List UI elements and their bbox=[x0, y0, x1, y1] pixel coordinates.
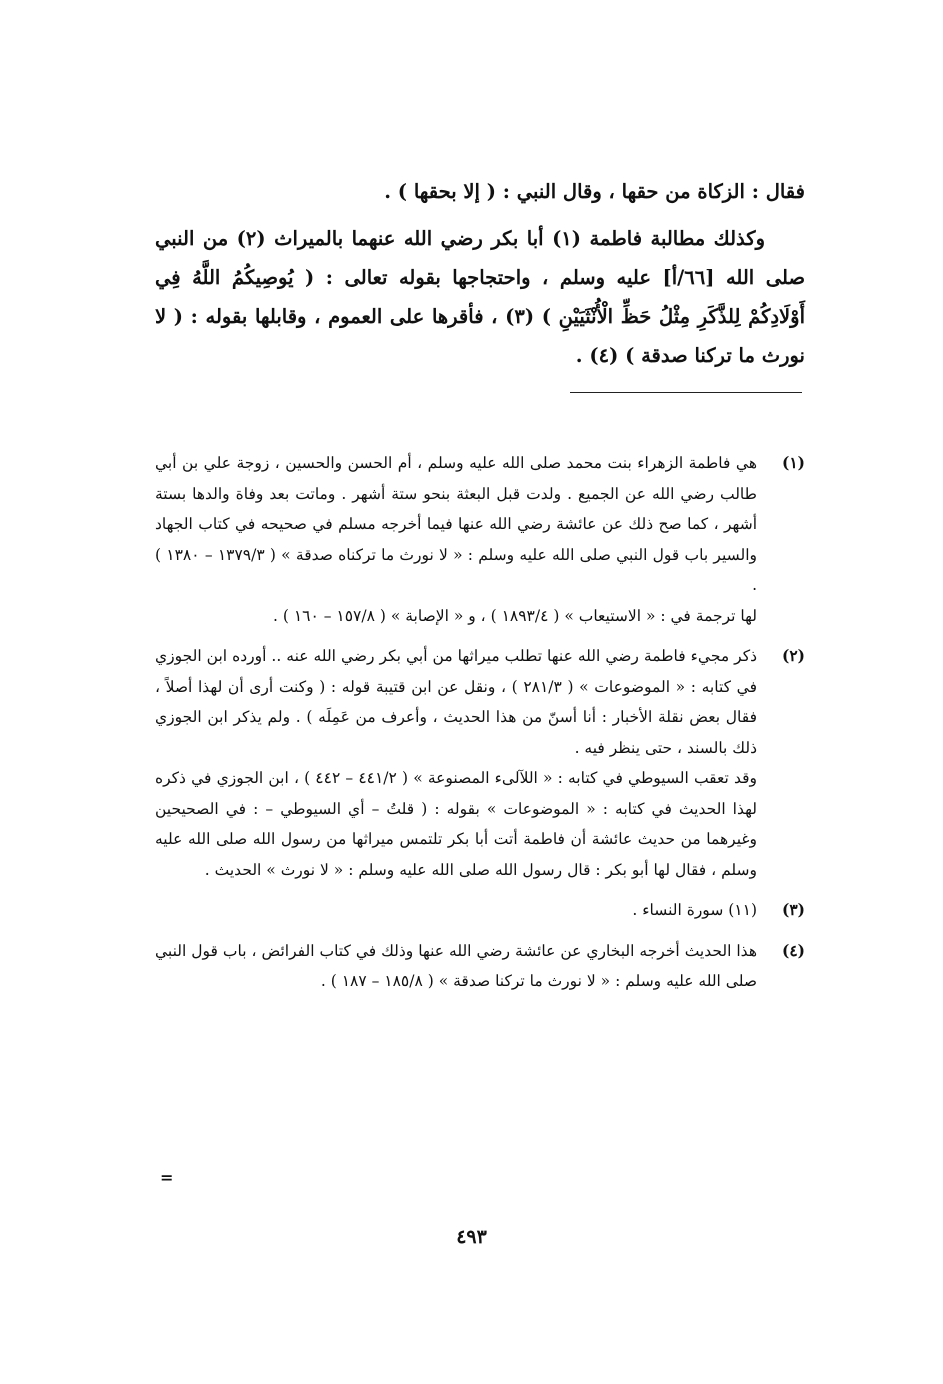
footnote-line: (١١) سورة النساء . bbox=[632, 901, 757, 919]
footnote-body bbox=[155, 895, 757, 926]
main-paragraph-1: فقال : الزكاة من حقها ، وقال النبي : ( إلا بحقها ) . bbox=[384, 180, 805, 203]
footnote-2 bbox=[155, 641, 805, 885]
footnote-body bbox=[155, 641, 757, 885]
footnote-number: (٤) bbox=[781, 940, 805, 960]
footnote-1 bbox=[155, 448, 805, 631]
footnote-line: ذكر مجيء فاطمة رضي الله عنها تطلب ميراثها من أبي بكر رضي الله عنه .. أورده ابن الجوزي في كتابه : « الموضوعات » ( ٢٨١/٣ ) ، ونقل عن ابن قتيبة قوله : ( وكنت أرى أن لهذا أصلاً ، فقال بعض نقلة الأخبار : أنا أسنّ من هذا الحديث ، وأعرف من عَمِلَه ) . ولم يذكر ابن الجوزي ذلك بالسند ، حتى ينظر فيه . bbox=[155, 647, 757, 757]
footnote-line: هي فاطمة الزهراء بنت محمد صلى الله عليه وسلم ، أم الحسن والحسين ، زوجة علي بن أبي طالب رضي الله عن الجميع . ولدت قبل البعثة بنحو ستة أشهر . وماتت بعد وفاة والدها بستة أشهر ، كما صح ذلك عن عائشة رضي الله عنها فيما أخرجه مسلم في صحيحه في كتاب الجهاد والسير باب قول النبي صلى الله عليه وسلم : « لا نورث ما تركناه صدقة » ( ١٣٧٩/٣ – ١٣٨٠ ) . bbox=[155, 454, 757, 594]
page-number: ٤٩٣ bbox=[456, 1226, 487, 1248]
footnote-number: (٣) bbox=[781, 900, 805, 919]
main-paragraph-2: وكذلك مطالبة فاطمة (١) أبا بكر رضي الله عنهما بالميراث (٢) من النبي صلى الله [٦٦/أ] عليه وسلم ، واحتجاجها بقوله تعالى : ( يُوصِيكُمُ اللَّهُ فِي أَوْلَادِكُمْ لِلذَّكَرِ مِثْلُ حَظِّ الْأُنْثَيَيْنِ ) (٣) ، فأقرها على العموم ، وقابلها بقوله : ( لا نورث ما تركنا صدقة ) (٤) . bbox=[155, 227, 806, 367]
footnote-4 bbox=[155, 936, 805, 997]
footnote-number: (١) bbox=[781, 453, 805, 472]
main-text bbox=[155, 172, 805, 375]
footnote-body bbox=[155, 448, 757, 631]
footnote-separator bbox=[570, 392, 802, 393]
footnote-number: (٢) bbox=[781, 646, 805, 665]
footnote-3 bbox=[155, 895, 805, 926]
footnote-line: هذا الحديث أخرجه البخاري عن عائشة رضي الله عنها وذلك في كتاب الفرائض ، باب قول النبي صلى الله عليه وسلم : « لا نورث ما تركنا صدقة » ( ١٨٥/٨ – ١٨٧ ) . bbox=[155, 941, 757, 990]
footnotes bbox=[155, 448, 805, 1007]
continuation-mark: = bbox=[160, 1168, 174, 1187]
footnote-line: لها ترجمة في : « الاستيعاب » ( ١٨٩٣/٤ ) ، و « الإصابة » ( ١٥٧/٨ – ١٦٠ ) . bbox=[272, 606, 757, 625]
footnote-body bbox=[155, 936, 757, 997]
footnote-line: وقد تعقب السيوطي في كتابه : « اللآلىء المصنوعة » ( ٤٤١/٢ – ٤٤٢ ) ، ابن الجوزي في ذكره لهذا الحديث في كتابه : « الموضوعات » بقوله : ( قلتُ – أي السيوطي – : في الصحيحين وغيرهما من حديث عائشة أن فاطمة أتت أبا بكر تلتمس ميراثها من رسول الله صلى الله عليه وسلم ، فقال لها أبو بكر : قال رسول الله صلى الله عليه وسلم : « لا نورث » الحديث . bbox=[155, 769, 757, 879]
